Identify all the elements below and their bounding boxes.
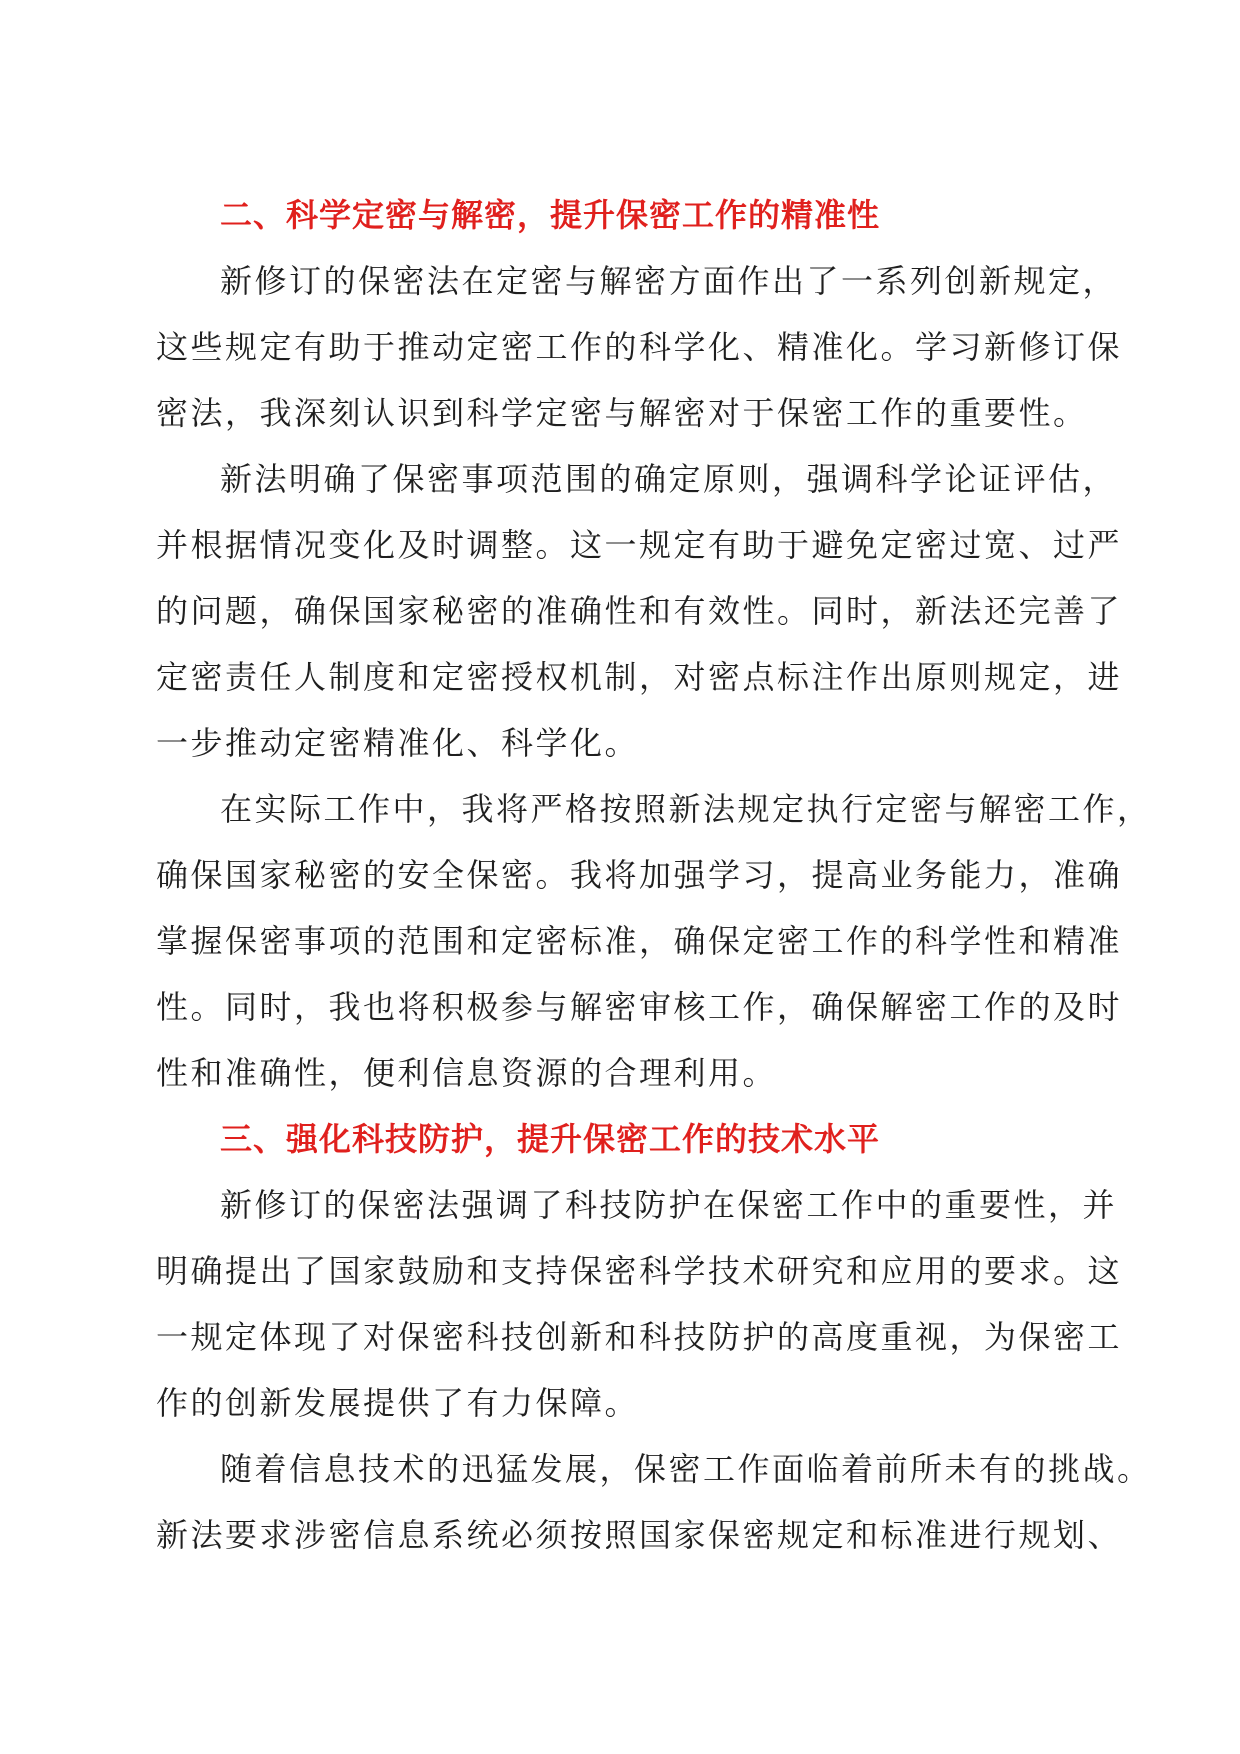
paragraph-line: 随着信息技术的迅猛发展，保密工作面临着前所未有的挑战。 [220,1450,1152,1488]
section-2-paragraph-2 [156,446,1123,776]
paragraph-line: 确保国家秘密的安全保密。我将加强学习，提高业务能力，准确 [156,856,1123,894]
section-2-heading: 二、科学定密与解密，提升保密工作的精准性 [220,196,881,234]
paragraph-line: 作的创新发展提供了有力保障。 [156,1384,640,1422]
paragraph-line: 性和准确性，便利信息资源的合理利用。 [156,1054,778,1092]
section-3-heading: 三、强化科技防护，提升保密工作的技术水平 [220,1120,881,1158]
paragraph-line: 明确提出了国家鼓励和支持保密科学技术研究和应用的要求。这 [156,1252,1123,1290]
section-3-paragraph-2 [156,1436,1152,1568]
section-3-paragraph-1 [156,1172,1123,1436]
paragraph-line: 新法要求涉密信息系统必须按照国家保密规定和标准进行规划、 [156,1516,1123,1554]
paragraph-line: 新法明确了保密事项范围的确定原则，强调科学论证评估， [220,460,1118,498]
paragraph-line: 一步推动定密精准化、科学化。 [156,724,640,762]
paragraph-line: 在实际工作中，我将严格按照新法规定执行定密与解密工作， [220,790,1152,828]
paragraph-line: 密法，我深刻认识到科学定密与解密对于保密工作的重要性。 [156,394,1088,432]
paragraph-line: 的问题，确保国家秘密的准确性和有效性。同时，新法还完善了 [156,592,1123,630]
paragraph-line: 一规定体现了对保密科技创新和科技防护的高度重视，为保密工 [156,1318,1123,1356]
document-body [156,182,1152,1568]
paragraph-line: 性。同时，我也将积极参与解密审核工作，确保解密工作的及时 [156,988,1123,1026]
paragraph-line: 掌握保密事项的范围和定密标准，确保定密工作的科学性和精准 [156,922,1123,960]
paragraph-line: 并根据情况变化及时调整。这一规定有助于避免定密过宽、过严 [156,526,1123,564]
paragraph-line: 定密责任人制度和定密授权机制，对密点标注作出原则规定，进 [156,658,1123,696]
section-2-paragraph-1 [156,248,1123,446]
paragraph-line: 新修订的保密法强调了科技防护在保密工作中的重要性，并 [220,1186,1118,1224]
paragraph-line: 新修订的保密法在定密与解密方面作出了一系列创新规定， [220,262,1118,300]
section-2-paragraph-3 [156,776,1152,1106]
paragraph-line: 这些规定有助于推动定密工作的科学化、精准化。学习新修订保 [156,328,1123,366]
